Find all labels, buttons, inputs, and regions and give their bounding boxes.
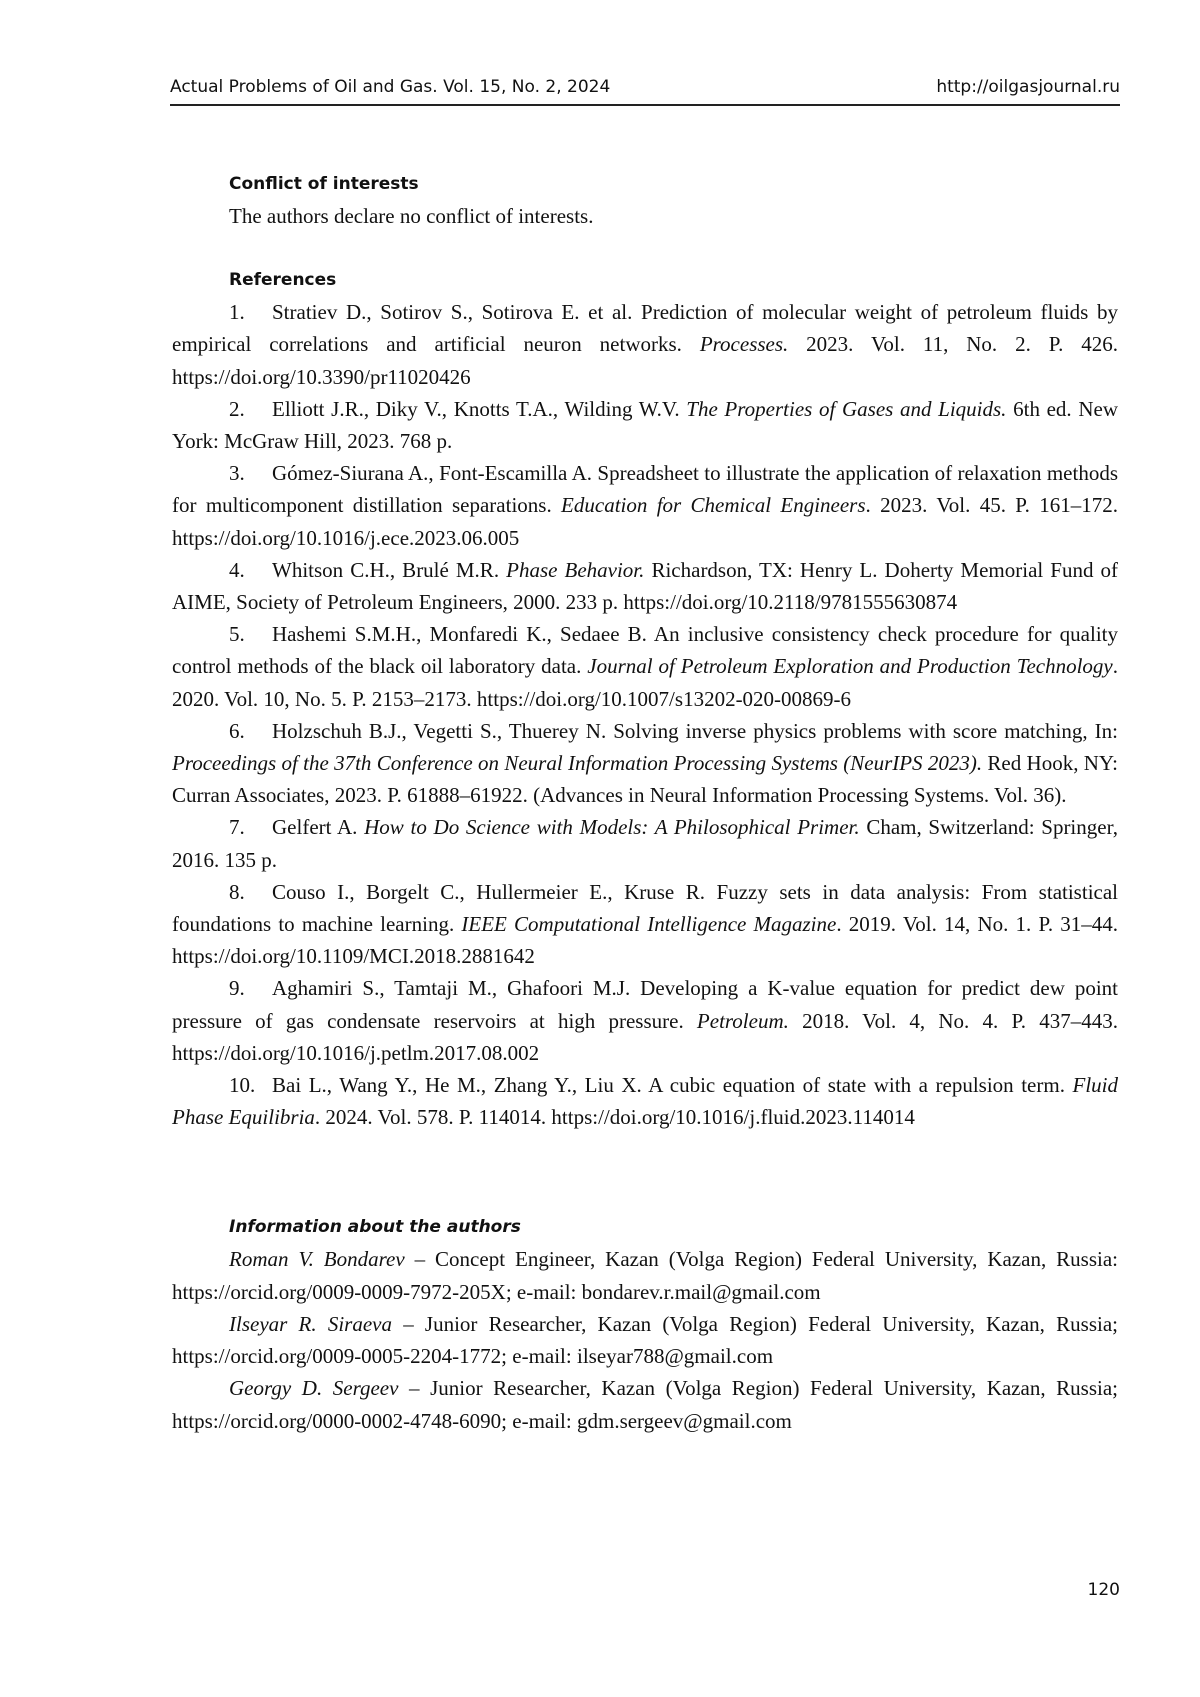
journal-title: Actual Problems of Oil and Gas. Vol. 15, No. 2, 2024 xyxy=(170,77,611,97)
author-item xyxy=(172,1243,1118,1307)
reference-source: Phase Behavior. xyxy=(506,557,645,582)
reference-item xyxy=(172,876,1118,973)
author-details: – Junior Researcher, Kazan (Volga Region) Federal University, Kazan, Russia; https://orcid.org/0009-0005-2204-1772; e-mail: ilseyar788@gmail.com xyxy=(172,1311,1118,1369)
author-name: Ilseyar R. Siraeva xyxy=(229,1311,392,1336)
reference-details: . 2023. Vol. 45. P. 161–172. https://doi.org/10.1016/j.ece.2023.06.005 xyxy=(172,493,1118,550)
reference-number: 3. xyxy=(229,461,245,486)
page-content xyxy=(172,168,1118,1437)
reference-details: 2023. Vol. 11, No. 2. P. 426. https://doi.org/10.3390/pr11020426 xyxy=(172,332,1118,389)
reference-source: Petroleum. xyxy=(696,1008,789,1033)
reference-details: . 2020. Vol. 10, No. 5. P. 2153–2173. https://doi.org/10.1007/s13202-020-00869-6 xyxy=(172,654,1118,711)
reference-item xyxy=(172,1069,1118,1133)
reference-text: Gelfert A. xyxy=(272,815,365,840)
reference-details: Red Hook, NY: Curran Associates, 2023. P. 61888–61922. (Advances in Neural Information Processing Systems. Vol. 36). xyxy=(172,751,1118,808)
reference-item xyxy=(172,393,1118,457)
reference-details: Richardson, TX: Henry L. Doherty Memorial Fund of AIME, Society of Petroleum Engineers, 2000. 233 p. https://doi.org/10.2118/9781555630874 xyxy=(172,557,1119,615)
reference-details: Cham, Switzerland: Springer, 2016. 135 p. xyxy=(172,815,1118,872)
reference-number: 6. xyxy=(229,718,245,743)
reference-number: 8. xyxy=(229,879,245,904)
reference-item xyxy=(172,457,1118,554)
spacer xyxy=(172,1133,1118,1211)
reference-number: 7. xyxy=(229,815,245,840)
page-header xyxy=(170,70,1120,106)
conflict-heading: Conflict of interests xyxy=(229,174,419,194)
reference-details: 6th ed. New York: McGraw Hill, 2023. 768 p. xyxy=(172,396,1119,454)
references-list xyxy=(172,296,1118,1133)
reference-source: Processes. xyxy=(699,332,789,357)
reference-source: Journal of Petroleum Exploration and Production Technology xyxy=(587,654,1113,679)
reference-details: 2018. Vol. 4, No. 4. P. 437–443. https://doi.org/10.1016/j.petlm.2017.08.002 xyxy=(172,1008,1118,1065)
journal-url[interactable]: http://oilgasjournal.ru xyxy=(936,77,1120,97)
reference-text: Whitson C.H., Brulé M.R. xyxy=(272,557,507,582)
authors-heading: Information about the authors xyxy=(229,1217,521,1238)
spacer xyxy=(172,232,1118,264)
page-number: 120 xyxy=(1087,1580,1120,1600)
authors-list xyxy=(172,1243,1118,1436)
reference-item xyxy=(172,618,1118,715)
reference-text: Elliott J.R., Diky V., Knotts T.A., Wilding W.V. xyxy=(272,396,687,421)
reference-number: 2. xyxy=(229,396,245,421)
reference-number: 9. xyxy=(229,976,245,1001)
reference-number: 4. xyxy=(229,557,245,582)
reference-text: Bai L., Wang Y., He M., Zhang Y., Liu X. A cubic equation of state with a repulsion term. xyxy=(272,1073,1073,1098)
reference-source: Fluid Phase Equilibria xyxy=(172,1073,1118,1130)
reference-source: Education for Chemical Engineers xyxy=(561,493,866,518)
reference-text: Couso I., Borgelt C., Hullermeier E., Kruse R. Fuzzy sets in data analysis: From statistical foundations to machine learning. xyxy=(172,879,1118,937)
reference-item xyxy=(172,554,1118,618)
reference-details: . 2024. Vol. 578. P. 114014. https://doi.org/10.1016/j.fluid.2023.114014 xyxy=(314,1105,915,1130)
author-details: – Junior Researcher, Kazan (Volga Region) Federal University, Kazan, Russia; https://orcid.org/0000-0002-4748-6090; e-mail: gdm.sergeev@gmail.com xyxy=(172,1376,1118,1433)
reference-item xyxy=(172,811,1118,875)
author-details: – Concept Engineer, Kazan (Volga Region) Federal University, Kazan, Russia: https://orcid.org/0009-0009-7972-205X; e-mail: bondarev.r.mail@gmail.com xyxy=(172,1247,1118,1304)
reference-source: How to Do Science with Models: A Philosophical Primer. xyxy=(364,815,860,840)
reference-item xyxy=(172,296,1118,393)
author-item xyxy=(172,1372,1118,1436)
reference-text: Hashemi S.M.H., Monfaredi K., Sedaee B. An inclusive consistency check procedure for quality control methods of the black oil laboratory data. xyxy=(172,622,1118,679)
reference-details: . 2019. Vol. 14, No. 1. P. 31–44. https://doi.org/10.1109/MCI.2018.2881642 xyxy=(172,912,1119,969)
reference-text: Aghamiri S., Tamtaji M., Ghafoori M.J. Developing a K-value equation for predict dew point pressure of gas condensate reservoirs at high pressure. xyxy=(172,976,1118,1033)
reference-text: Gómez-Siurana A., Font-Escamilla A. Spreadsheet to illustrate the application of relaxation methods for multicomponent distillation separations. xyxy=(172,461,1118,518)
reference-text: Stratiev D., Sotirov S., Sotirova E. et al. Prediction of molecular weight of petroleum fluids by empirical correlations and artificial neuron networks. xyxy=(172,300,1118,357)
reference-source: The Properties of Gases and Liquids. xyxy=(686,396,1007,421)
author-name: Georgy D. Sergeev xyxy=(229,1376,399,1401)
reference-number: 1. xyxy=(229,300,245,325)
reference-source: IEEE Computational Intelligence Magazine xyxy=(461,912,837,937)
reference-source: Proceedings of the 37th Conference on Neural Information Processing Systems (NeurIPS 2023). xyxy=(172,751,983,776)
reference-text: Holzschuh B.J., Vegetti S., Thuerey N. Solving inverse physics problems with score matching, In: xyxy=(272,718,1118,743)
author-item xyxy=(172,1308,1118,1372)
references-heading: References xyxy=(229,270,337,291)
reference-item xyxy=(172,715,1118,812)
author-name: Roman V. Bondarev xyxy=(229,1247,405,1272)
reference-item xyxy=(172,972,1118,1069)
reference-number: 5. xyxy=(229,622,245,647)
conflict-text: The authors declare no conflict of interests. xyxy=(229,204,594,228)
reference-number: 10. xyxy=(229,1073,256,1098)
